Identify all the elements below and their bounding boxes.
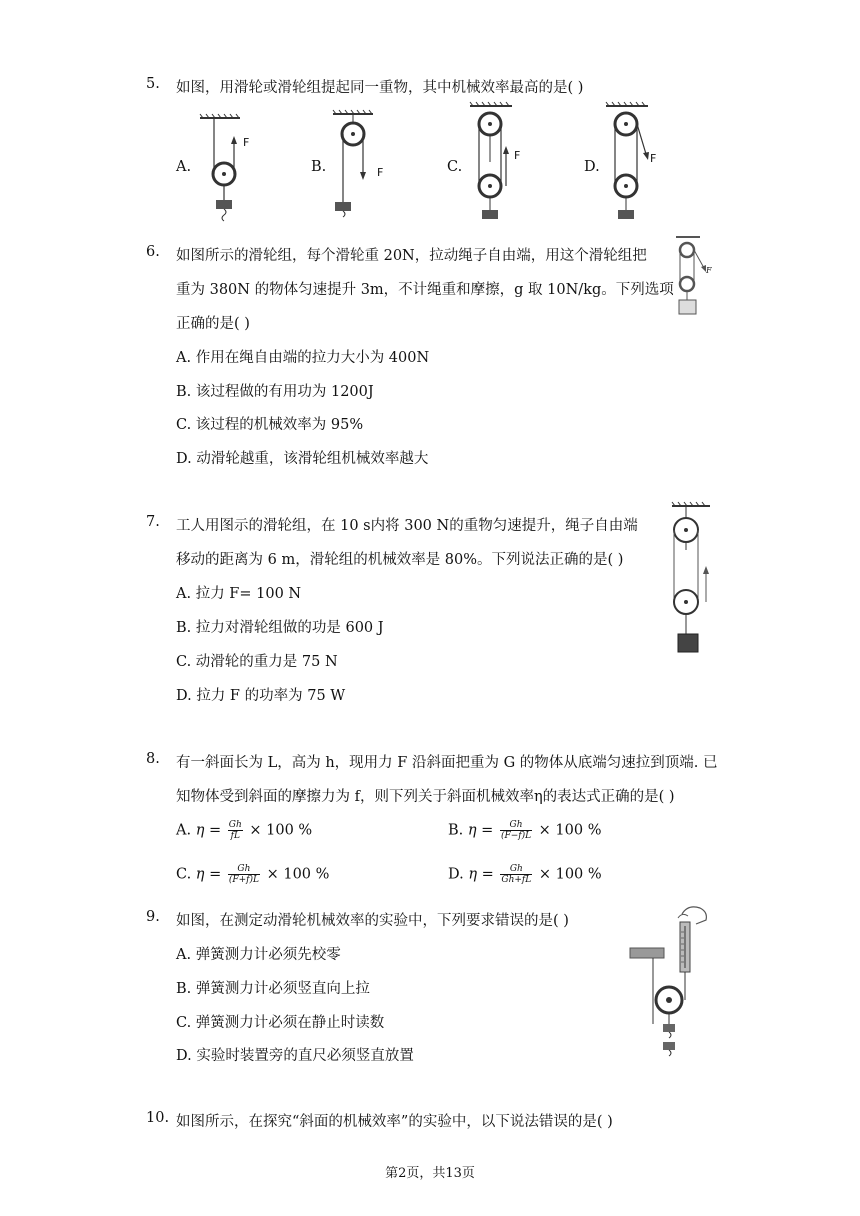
q8-stem-line2: 知物体受到斜面的摩擦力为 f，则下列关于斜面机械效率η的表达式正确的是( ) <box>176 789 675 805</box>
q7-figure <box>670 502 720 656</box>
fraction-denominator: (F+f)L <box>228 875 259 885</box>
q5-fig-d-force-label: F <box>650 152 657 165</box>
q5-fig-c-force-label: F <box>514 149 521 162</box>
q7-option-a[interactable]: A. 拉力 F= 100 N <box>176 586 302 602</box>
q5-stem: 如图，用滑轮或滑轮组提起同一重物，其中机械效率最高的是( ) <box>176 80 584 96</box>
q6-option-b[interactable]: B. 该过程做的有用功为 1200J <box>176 384 374 400</box>
formula-fraction <box>500 864 532 885</box>
q5-figure-b <box>333 110 393 220</box>
q10-stem: 如图所示，在探究“斜面的机械效率”的实验中，以下说法错误的是( ) <box>176 1114 613 1130</box>
q9-option-d[interactable]: D. 实验时装置旁的直尺必须竖直放置 <box>176 1048 414 1064</box>
q5-figure-d <box>606 102 666 226</box>
q6-stem-line1: 如图所示的滑轮组，每个滑轮重 20N，拉动绳子自由端，用这个滑轮组把 <box>176 248 647 264</box>
formula-lhs: η = <box>468 866 494 883</box>
formula-lhs: η = <box>195 822 222 839</box>
q6-option-d[interactable]: D. 动滑轮越重，该滑轮组机械效率越大 <box>176 451 429 467</box>
q5-option-a[interactable]: A. <box>176 159 192 175</box>
q7-option-d[interactable]: D. 拉力 F 的功率为 75 W <box>176 688 346 704</box>
fraction-numerator: Gh <box>228 864 260 875</box>
q8-option-c[interactable] <box>176 864 329 885</box>
q6-stem-line3: 正确的是( ) <box>176 316 250 332</box>
q7-option-c[interactable]: C. 动滑轮的重力是 75 N <box>176 654 338 670</box>
q6-option-c[interactable]: C. 该过程的机械效率为 95% <box>176 417 364 433</box>
formula-rhs: × 100 % <box>538 822 602 839</box>
fraction-numerator: Gh <box>500 820 532 831</box>
q8-option-d[interactable] <box>448 864 602 885</box>
q9-option-b[interactable]: B. 弹簧测力计必须竖直向上拉 <box>176 981 370 997</box>
q7-stem-line2: 移动的距离为 6 m，滑轮组的机械效率是 80%。下列说法正确的是( ) <box>176 552 624 568</box>
formula-lhs: η = <box>195 866 222 883</box>
q5-option-b[interactable]: B. <box>311 159 327 175</box>
option-label: B. <box>448 822 464 839</box>
fraction-denominator: Gh+fL <box>501 875 532 885</box>
formula-fraction <box>228 820 243 841</box>
q8-number: 8. <box>146 751 160 767</box>
q9-option-c[interactable]: C. 弹簧测力计必须在静止时读数 <box>176 1015 385 1031</box>
q8-option-a[interactable] <box>176 820 312 841</box>
q9-option-a[interactable]: A. 弹簧测力计必须先校零 <box>176 947 341 963</box>
formula-rhs: × 100 % <box>538 866 602 883</box>
fraction-denominator: (F−f)L <box>500 831 532 841</box>
q5-number: 5. <box>146 76 160 92</box>
q6-option-a[interactable]: A. 作用在绳自由端的拉力大小为 400N <box>176 350 430 366</box>
option-label: D. <box>448 866 464 883</box>
fraction-numerator: Gh <box>228 820 242 830</box>
q5-option-d[interactable]: D. <box>584 159 600 175</box>
page-footer: 第2页，共13页 <box>385 1166 475 1181</box>
formula-fraction <box>500 820 532 841</box>
fraction-denominator: fL <box>230 831 240 841</box>
q8-option-b[interactable] <box>448 820 602 841</box>
formula-fraction <box>228 864 260 885</box>
option-label: A. <box>176 822 192 839</box>
fraction-numerator: Gh <box>500 864 532 875</box>
formula-rhs: × 100 % <box>249 822 313 839</box>
q5-fig-a-force-label: F <box>243 136 250 149</box>
formula-lhs: η = <box>467 822 494 839</box>
q5-figure-c <box>470 102 530 226</box>
q9-figure <box>628 902 712 1060</box>
q5-fig-b-force-label: F <box>377 166 384 179</box>
q9-stem: 如图，在测定动滑轮机械效率的实验中，下列要求错误的是( ) <box>176 913 569 929</box>
q6-fig-force-label: F <box>706 266 712 275</box>
q6-figure <box>674 234 718 318</box>
q6-stem-line2: 重为 380N 的物体匀速提升 3m，不计绳重和摩擦，g 取 10N/kg。下列选项 <box>176 282 674 298</box>
q8-stem-line1: 有一斜面长为 L，高为 h，现用力 F 沿斜面把重为 G 的物体从底端匀速拉到顶端. 已 <box>176 755 718 771</box>
q5-option-c[interactable]: C. <box>447 159 463 175</box>
q7-stem-line1: 工人用图示的滑轮组，在 10 s内将 300 N的重物匀速提升，绳子自由端 <box>176 518 638 534</box>
q10-number: 10. <box>146 1110 170 1126</box>
q6-number: 6. <box>146 244 160 260</box>
q7-option-b[interactable]: B. 拉力对滑轮组做的功是 600 J <box>176 620 384 636</box>
q5-figure-a <box>200 114 260 222</box>
q7-number: 7. <box>146 514 160 530</box>
q9-number: 9. <box>146 909 160 925</box>
option-label: C. <box>176 866 192 883</box>
formula-rhs: × 100 % <box>266 866 330 883</box>
